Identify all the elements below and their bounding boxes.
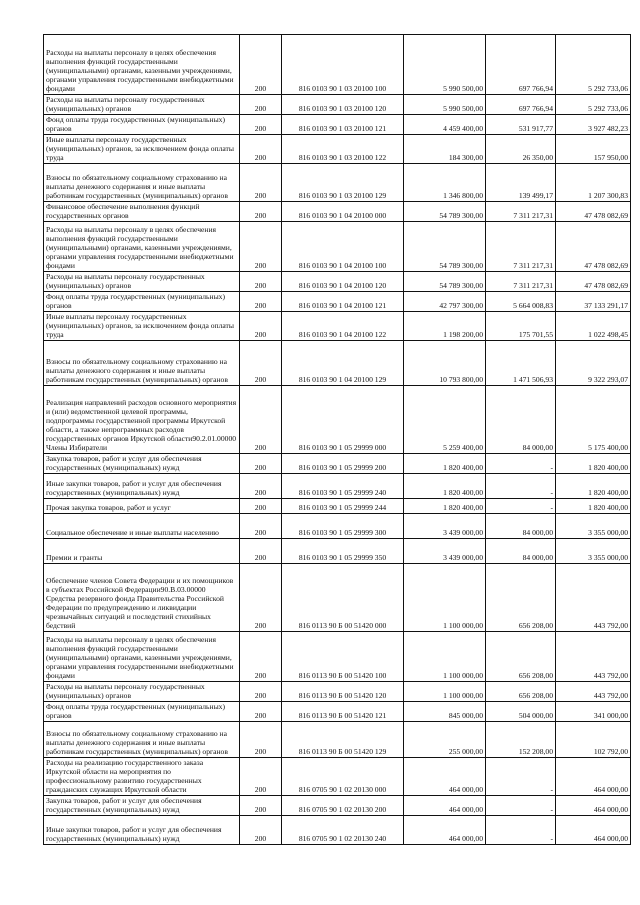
table-row [44,702,631,722]
row-kbk-cell: 816 0113 90 Б 00 51420 120 [282,682,404,702]
row-executed-cell: 7 311 217,31 [486,202,556,222]
row-code-cell: 200 [240,386,282,454]
row-name-cell: Прочая закупка товаров, работ и услуг [44,499,240,514]
row-code-cell: 200 [240,499,282,514]
row-name-cell: Иные закупки товаров, работ и услуг для обеспечения государственных (муниципальных) нужд [44,816,240,845]
row-remaining-cell: 443 792,00 [556,632,631,682]
row-name-cell: Взносы по обязательному социальному страхованию на выплаты денежного содержания и иные выплаты работникам государственных (муниципальных) органов [44,164,240,202]
row-remaining-cell: 102 792,00 [556,722,631,758]
table-row [44,796,631,816]
row-kbk-cell: 816 0103 90 1 05 29999 000 [282,386,404,454]
row-executed-cell: 84 000,00 [486,539,556,564]
row-name-cell: Иные выплаты персоналу государственных (муниципальных) органов, за исключением фонда оплаты труда [44,312,240,341]
row-executed-cell: 26 350,00 [486,135,556,164]
row-kbk-cell: 816 0113 90 Б 00 51420 129 [282,722,404,758]
row-code-cell: 200 [240,95,282,115]
row-remaining-cell: 1 820 400,00 [556,454,631,474]
row-remaining-cell: 5 175 400,00 [556,386,631,454]
row-code-cell: 200 [240,115,282,135]
row-code-cell: 200 [240,816,282,845]
row-approved-cell: 1 100 000,00 [404,564,486,632]
table-row [44,35,631,95]
row-remaining-cell: 9 322 293,07 [556,341,631,386]
row-remaining-cell: 3 355 000,00 [556,514,631,539]
row-name-cell: Закупка товаров, работ и услуг для обеспечения государственных (муниципальных) нужд [44,454,240,474]
row-approved-cell: 5 990 500,00 [404,35,486,95]
row-name-cell: Финансовое обеспечение выполнения функций государственных органов [44,202,240,222]
table-row [44,816,631,845]
row-executed-cell: 7 311 217,31 [486,272,556,292]
row-remaining-cell: 37 133 291,17 [556,292,631,312]
row-code-cell: 200 [240,474,282,499]
row-kbk-cell: 816 0103 90 1 03 20100 121 [282,115,404,135]
row-name-cell: Реализация направлений расходов основного мероприятия и (или) ведомственной целевой программы, подпрограммы государственной программы Иркутской области, а также непрограммных расходов государственных органов Иркутской области90.2.01.00000 Члены Избиратели [44,386,240,454]
row-remaining-cell: 3 927 482,23 [556,115,631,135]
row-code-cell: 200 [240,682,282,702]
row-approved-cell: 3 439 000,00 [404,514,486,539]
row-executed-cell: 84 000,00 [486,386,556,454]
row-executed-cell: 139 499,17 [486,164,556,202]
row-remaining-cell: 47 478 082,69 [556,222,631,272]
row-kbk-cell: 816 0103 90 1 05 29999 200 [282,454,404,474]
row-approved-cell: 184 300,00 [404,135,486,164]
row-remaining-cell: 464 000,00 [556,816,631,845]
row-kbk-cell: 816 0113 90 Б 00 51420 121 [282,702,404,722]
row-kbk-cell: 816 0103 90 1 04 20100 122 [282,312,404,341]
table-row [44,722,631,758]
row-remaining-cell: 1 820 400,00 [556,499,631,514]
table-row [44,386,631,454]
row-remaining-cell: 47 478 082,69 [556,202,631,222]
row-kbk-cell: 816 0103 90 1 03 20100 122 [282,135,404,164]
row-name-cell: Расходы на выплаты персоналу государственных (муниципальных) органов [44,95,240,115]
table-row [44,115,631,135]
row-code-cell: 200 [240,632,282,682]
row-kbk-cell: 816 0705 90 1 02 20130 200 [282,796,404,816]
table-row [44,454,631,474]
table-row [44,474,631,499]
row-name-cell: Премии и гранты [44,539,240,564]
row-code-cell: 200 [240,164,282,202]
table-row [44,312,631,341]
row-code-cell: 200 [240,564,282,632]
table-row [44,341,631,386]
row-approved-cell: 4 459 400,00 [404,115,486,135]
row-kbk-cell: 816 0103 90 1 04 20100 129 [282,341,404,386]
row-executed-cell: 5 664 008,83 [486,292,556,312]
table-row [44,514,631,539]
table-row [44,539,631,564]
row-name-cell: Фонд оплаты труда государственных (муниципальных) органов [44,115,240,135]
row-name-cell: Расходы на реализацию государственного заказа Иркутской области на мероприятия по профессиональному развитию государственных гражданских служащих Иркутской области [44,758,240,796]
row-code-cell: 200 [240,35,282,95]
row-code-cell: 200 [240,758,282,796]
row-executed-cell: 656 208,00 [486,564,556,632]
row-name-cell: Расходы на выплаты персоналу в целях обеспечения выполнения функций государственными (муниципальными) органами, казенными учреждениями, органами управления государственными внебюджетными фондами [44,222,240,272]
row-approved-cell: 1 820 400,00 [404,499,486,514]
table-row [44,564,631,632]
row-executed-cell: 152 208,00 [486,722,556,758]
row-code-cell: 200 [240,539,282,564]
row-name-cell: Взносы по обязательному социальному страхованию на выплаты денежного содержания и иные выплаты работникам государственных (муниципальных) органов [44,722,240,758]
row-approved-cell: 464 000,00 [404,816,486,845]
row-code-cell: 200 [240,312,282,341]
row-name-cell: Расходы на выплаты персоналу в целях обеспечения выполнения функций государственными (муниципальными) органами, казенными учреждениями, органами управления государственными внебюджетными фондами [44,35,240,95]
row-remaining-cell: 1 820 400,00 [556,474,631,499]
row-executed-cell: - [486,499,556,514]
row-remaining-cell: 47 478 082,69 [556,272,631,292]
row-name-cell: Социальное обеспечение и иные выплаты населению [44,514,240,539]
row-kbk-cell: 816 0103 90 1 04 20100 121 [282,292,404,312]
row-kbk-cell: 816 0103 90 1 03 20100 129 [282,164,404,202]
row-kbk-cell: 816 0103 90 1 05 29999 350 [282,539,404,564]
row-approved-cell: 10 793 800,00 [404,341,486,386]
row-approved-cell: 1 820 400,00 [404,474,486,499]
table-row [44,95,631,115]
row-executed-cell: - [486,796,556,816]
row-executed-cell: - [486,758,556,796]
row-name-cell: Обеспечение членов Совета Федерации и их помощников в субъектах Российской Федерации90.В.03.00000 Средства резервного фонда Правительства Российской Федерации по предупреждению и ликвидации чрезвычайных ситуаций и последствий стихийных бедствий [44,564,240,632]
row-approved-cell: 54 789 300,00 [404,202,486,222]
table-row [44,164,631,202]
row-kbk-cell: 816 0103 90 1 04 20100 100 [282,222,404,272]
row-kbk-cell: 816 0103 90 1 03 20100 100 [282,35,404,95]
row-executed-cell: 84 000,00 [486,514,556,539]
row-executed-cell: 697 766,94 [486,35,556,95]
table-row [44,758,631,796]
row-remaining-cell: 3 355 000,00 [556,539,631,564]
row-executed-cell: 175 701,55 [486,312,556,341]
row-approved-cell: 3 439 000,00 [404,539,486,564]
row-approved-cell: 1 100 000,00 [404,682,486,702]
table-row [44,222,631,272]
row-name-cell: Расходы на выплаты персоналу государственных (муниципальных) органов [44,272,240,292]
row-approved-cell: 464 000,00 [404,796,486,816]
table-row [44,499,631,514]
row-code-cell: 200 [240,702,282,722]
row-name-cell: Взносы по обязательному социальному страхованию на выплаты денежного содержания и иные выплаты работникам государственных (муниципальных) органов [44,341,240,386]
row-executed-cell: 697 766,94 [486,95,556,115]
row-code-cell: 200 [240,292,282,312]
row-code-cell: 200 [240,202,282,222]
row-name-cell: Иные закупки товаров, работ и услуг для обеспечения государственных (муниципальных) нужд [44,474,240,499]
row-code-cell: 200 [240,514,282,539]
row-approved-cell: 255 000,00 [404,722,486,758]
row-executed-cell: 656 208,00 [486,682,556,702]
row-executed-cell: - [486,474,556,499]
table-row [44,632,631,682]
table-row [44,272,631,292]
row-executed-cell: 504 000,00 [486,702,556,722]
row-name-cell: Иные выплаты персоналу государственных (муниципальных) органов, за исключением фонда оплаты труда [44,135,240,164]
row-code-cell: 200 [240,272,282,292]
row-kbk-cell: 816 0113 90 Б 00 51420 000 [282,564,404,632]
row-code-cell: 200 [240,796,282,816]
row-approved-cell: 54 789 300,00 [404,272,486,292]
row-remaining-cell: 341 000,00 [556,702,631,722]
row-executed-cell: 531 917,77 [486,115,556,135]
row-executed-cell: - [486,816,556,845]
row-kbk-cell: 816 0103 90 1 05 29999 300 [282,514,404,539]
row-code-cell: 200 [240,135,282,164]
row-approved-cell: 54 789 300,00 [404,222,486,272]
row-code-cell: 200 [240,341,282,386]
row-code-cell: 200 [240,222,282,272]
row-remaining-cell: 443 792,00 [556,564,631,632]
row-approved-cell: 845 000,00 [404,702,486,722]
row-executed-cell: 656 208,00 [486,632,556,682]
row-approved-cell: 1 346 800,00 [404,164,486,202]
row-kbk-cell: 816 0113 90 Б 00 51420 100 [282,632,404,682]
row-name-cell: Расходы на выплаты персоналу государственных (муниципальных) органов [44,682,240,702]
row-kbk-cell: 816 0103 90 1 04 20100 000 [282,202,404,222]
row-code-cell: 200 [240,722,282,758]
row-remaining-cell: 1 022 498,45 [556,312,631,341]
table-row [44,135,631,164]
row-kbk-cell: 816 0103 90 1 04 20100 120 [282,272,404,292]
row-approved-cell: 464 000,00 [404,758,486,796]
row-executed-cell: 1 471 506,93 [486,341,556,386]
row-remaining-cell: 157 950,00 [556,135,631,164]
row-kbk-cell: 816 0103 90 1 03 20100 120 [282,95,404,115]
row-code-cell: 200 [240,454,282,474]
row-remaining-cell: 5 292 733,06 [556,35,631,95]
row-approved-cell: 5 259 400,00 [404,386,486,454]
row-kbk-cell: 816 0103 90 1 05 29999 240 [282,474,404,499]
row-remaining-cell: 5 292 733,06 [556,95,631,115]
row-remaining-cell: 443 792,00 [556,682,631,702]
row-kbk-cell: 816 0705 90 1 02 20130 000 [282,758,404,796]
row-remaining-cell: 464 000,00 [556,758,631,796]
row-name-cell: Фонд оплаты труда государственных (муниципальных) органов [44,292,240,312]
row-name-cell: Закупка товаров, работ и услуг для обеспечения государственных (муниципальных) нужд [44,796,240,816]
row-remaining-cell: 1 207 300,83 [556,164,631,202]
row-kbk-cell: 816 0705 90 1 02 20130 240 [282,816,404,845]
row-executed-cell: 7 311 217,31 [486,222,556,272]
row-approved-cell: 42 797 300,00 [404,292,486,312]
row-executed-cell: - [486,454,556,474]
row-approved-cell: 1 100 000,00 [404,632,486,682]
row-remaining-cell: 464 000,00 [556,796,631,816]
table-row [44,202,631,222]
row-approved-cell: 1 820 400,00 [404,454,486,474]
table-row [44,682,631,702]
row-kbk-cell: 816 0103 90 1 05 29999 244 [282,499,404,514]
row-name-cell: Расходы на выплаты персоналу в целях обеспечения выполнения функций государственными (муниципальными) органами, казенными учреждениями, органами управления государственными внебюджетными фондами [44,632,240,682]
table-row [44,292,631,312]
row-approved-cell: 5 990 500,00 [404,95,486,115]
budget-execution-table [43,34,631,845]
row-name-cell: Фонд оплаты труда государственных (муниципальных) органов [44,702,240,722]
row-approved-cell: 1 198 200,00 [404,312,486,341]
table-body [44,35,631,845]
